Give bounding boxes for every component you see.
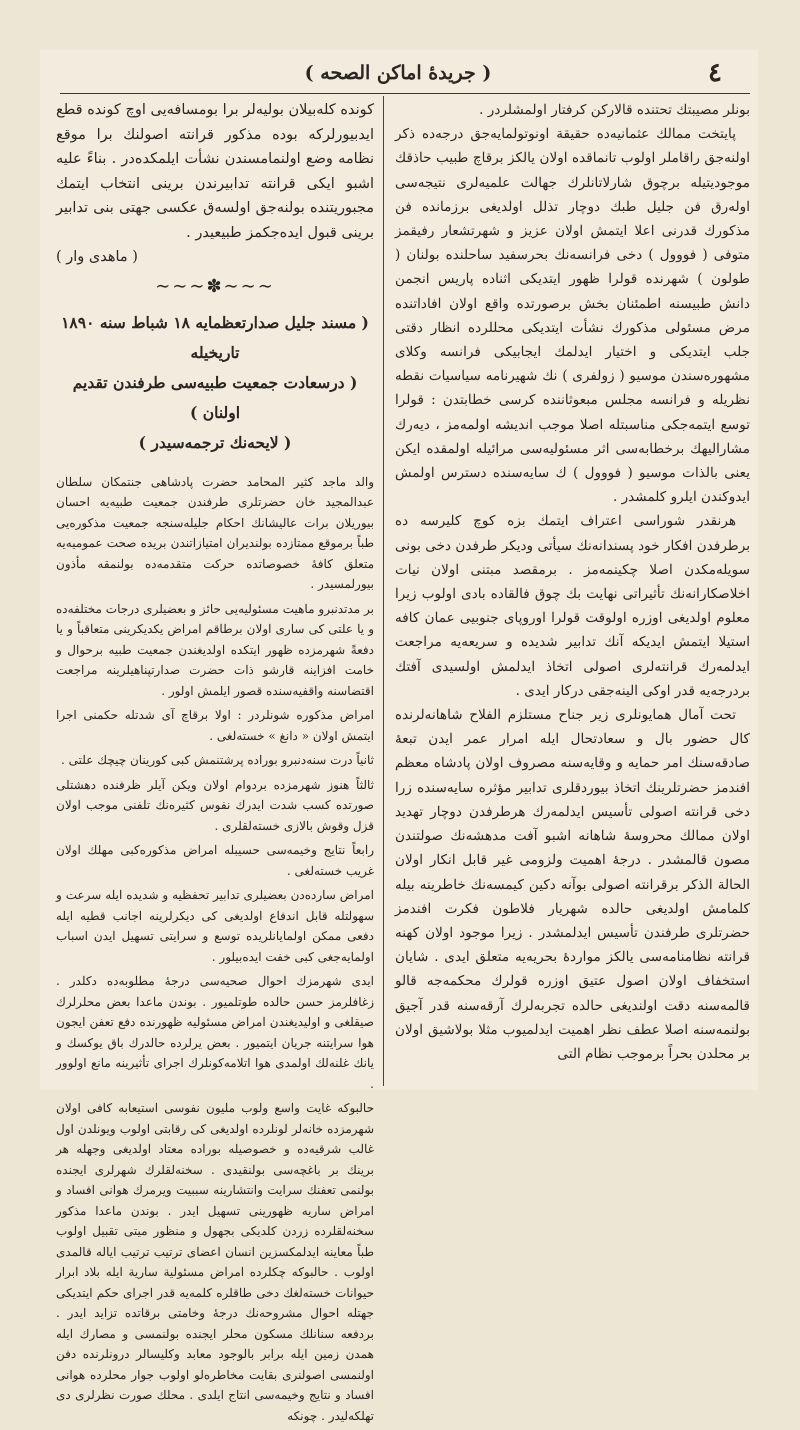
left-column — [56, 98, 374, 1430]
left-paragraph: امراض مذكوره شونلردر : اولا برقاچ آى شدتله حكمنى اجرا ايتمش اولان « دانغ » خسته‌لغى . — [56, 708, 374, 743]
right-column-paragraph-2: پايتخت ممالك عثمانيه‌ده حقيقة اونوتولمايه‌جق درجه‌ده ذكر اولنه‌جق راقاملر اولوب تانماقده اولان يالكز برقاچ طبيب حاذقك موجوديتيله برچوق شارلاتانلرك جهالت علميه‌لرى نتيجه‌سى اوله‌رق فن جليل طبك دوچار تذلل اولديغى برزمانده فن مذكورك قدرنى اعلا ايتمش اولان عزيز و شهرتشعار رفيقمز متوفى ( فووول ) دخى فرانسه‌نك بحرسفيد ساحلنده بولنان ( طولون ) شهرنده قولرا ظهور ايتديكى اثناده پاريس انجمن دانش طبيسنه اطمئنان بخش برصورتده واقع اولان افاداتنده مرض مسئولى مذكورك نشأت ايتديكى محللرده انظار دقتى جلب ايتديكى و اختيار ايدلمك ايجابيكى فرانسه وكلاى مشهوره‌سندن موسيو ( زولفرى ) نك شهيرنامه سياسيات نقطه نظريله و فرانسه مجلس مبعوثاننده كرسى خطابتدن : قولرا توسع ايتمه‌جكى مناسبتله اصلا موجب انديشه اولمه‌مز ، ديه‌رك مشاراليهك برخطابه‌سى اثر مسئوليه‌سى مرا‌ئيله اولمقده ايكن يعنى بالذات موسيو ( فووول ) ك سايه‌سنده دسترس اولمش ايدوكندن ايلرو كلمشدر . — [395, 126, 750, 506]
running-title: ( جريدهٔ اماكن الصحه ) — [304, 62, 492, 84]
right-column-last-paragraph: تحت آمال همايونلرى زير جناح مستلزم الفلاح شاهانه‌لرنده كال حضور بال و سعادتحال ايله امرار عمر ايدن تبعهٔ صادقه‌سنك امر حمايه و وقايه‌سنه مصروف اولان پادشاه معظم افندمز حضرتلرينك اتخاذ بيوردقلرى تدابير مؤثره سايه‌سنده زرا دخى قرانته اصولى تأسيس ايدلمه‌رك هرطرفدن دوچار تهديد اولان ممالك محروسهٔ شاهانه اشبو آفت مدهشه‌نك صولتندن مصون قالمشدر . درجهٔ اهميت ولزومى غير قابل انكار اولان الحالة الذكر برقرانته اصولى بوآنه دكين كيمسه‌نك خاطرينه بيله كلمامش اولديغى حالده شهريار فلاطون فكرت افندمز حضرتلرى طرفندن تأسيس ايدلمشدر . زيرا موجود اولان كهنه قرانته نظامنامه‌سى يالكز مواردهٔ بحريه‌يه متعلق ايدى . شايان استخفاف اولان اصول عتيق اوزره قولرك محكمه‌جه قالو قالمه‌سنه دقت اولنديغى حالده تجربه‌لرك آرقه‌سنه قدر آجيق بولنمه‌سنه اصلا عطف نظر اهميت ايدلميوب مثلا بولاشيق اولان بر محلدن بحراً برموجب نظام التى — [395, 707, 750, 1062]
notice-title-block — [56, 308, 374, 458]
ornament-divider: ∽∽∽✽∽∽∽ — [155, 275, 275, 297]
right-column-middle-paragraph: هرنقدر شوراسى اعتراف ايتمك بزه كوچ كليرسه ده برطرفدن افكار خود پسندانه‌نك سيأتى وديكر طرفدن دخى بونى سويله‌مكدن اصلا چكينمه‌مز . برمقصد مبتنى اولان نيات اخلاصكارانه‌نك تأثيراتى نهايت بك چوق فالقاده بادى اولوب زيرا معلوم اولديغى اوزره اولوقت قولرا اوروپاى جنوبيى عمان كافه استيلا ايتمش ايديكه آنك تدابير شديده و سريعه‌يه مراجعت ايدلمه‌رك قرانته‌لرى اصولى اتخاذ ايدلمش اولسيدى آفتك بردرجه‌يه قدر اوكى الينه‌جقى دركار ايدى . — [395, 513, 750, 699]
left-paragraph: ثالثاً هنوز شهرمزده بردوام اولان ويكن آيلر ظرفنده دهشتلى صورتده كسب شدت ايدرك نفوس كثيره‌نك تلفنى موجب اولان قزل وقوش بالازى خسته‌لقلرى . — [56, 777, 374, 833]
left-paragraph: ثانياً درت سنه‌دنبرو بوراده پرشتنمش كبى كورينان چيچك علتى . — [61, 753, 374, 767]
left-paragraph: حالبوكه غايت واسع ولوب مليون نفوسى استيعابه كافى اولان شهرمزده خانه‌لر لونلرده اولديغى كى رقابتى اولوب ويونلدن اول غالب شرقيه‌ده و خصوصيله بوراده معتاد اولديغى وجهله هر برينك بر باغچه‌سى بولنقيدى . سخنه‌لقلرك شهرلرى ايجنده بولنمى تعفنك سرايت وانتشارينه سببيت ويرمرك هوانى افساد و امراض ساريه ظهورينى تسهيل ايدر . بوندن ماعدا مذكور سخنه‌لقلرده زردن كلديكى بجهول و منظور ميتى تقبيل اولوب طباً معاينه ايدلمكسزين انسان اعضاى ترتيب ترتيب اياله قالمدى اولوب . حالبوكه چكلرده امراض مسئولية سارية ايله بلاد ابرار حيوانات خسته‌لغك دخى طاقلره كلمه‌يه قدر اجراى حكم ايتديكى جهتله احوال مشروحه‌نك درجهٔ وخامتى برقاتده تزايد ايدر . بردفعه سنانلك مسكون محلر ايجنده بولنمسى و مصارك ايله همدن زمين ايله برابر بالوجود معابد وكليسالر درونلرنده دفن اولنمسى اصولنرى بقايت مخاطره‌لو اولوب جوار محلرده هوانى افساد و نتايج وخيمه‌سى انتاج ايلدى . محلك صورت نظرلرى دى تهلكه‌ليدر . چونكه — [56, 1101, 374, 1423]
continued-signature: ( ماهدى وار ) — [56, 249, 138, 265]
right-column-paragraph-1: بونلر مصيبتك تحتنده قالاركن كرفتار اولمشلردر . — [479, 102, 750, 118]
left-paragraph: امراض سارده‌دن بعضيلرى تدابير تحفظيه و شديده ايله سرعت و سهولتله قابل اندفاع اولديغى كى ديكرلرينه اجانب قطيه ايله دفعى ممكن اولمايانلريده توسع و سرايتى تسهيل ايدن اسباب اولمايه‌جغى كبى خفت ايده‌بيلور . — [56, 888, 374, 964]
left-paragraph: والد ماجد كثير المحامد حضرت پادشاهى جنتمكان سلطان عبدالمجيد خان حضرتلرى طرفندن جمعيت طبيه‌يه احسان بيوريلان برات عاليشانك احكام جليله‌سنجه جمعيت مذكوره‌يى طباً برموقع ممتازده بولنديران امتيازاتندن بريده صحت عموميه‌يه متعلق كافهٔ خصوصاتده حركت متقدمه‌ده بولنمقه مأذون بيورلمسيدر . — [56, 474, 375, 591]
left-upper-block — [56, 98, 374, 270]
column-divider — [383, 96, 384, 1086]
right-column — [395, 98, 750, 1066]
header-rule — [60, 93, 750, 94]
page-number: ٤ — [708, 58, 722, 88]
left-paragraph: ايدى شهرمزك احوال صحيه‌سى درجهٔ مطلوبه‌ده دكلدر . زغافلرمز حسن حالده طوتلميور . بوندن ماعدا بعض محلرلرك صيقلغى و اوليديغندن امراض مسئوليه ظهورنده دفع تعفن ايجون هوا سرايتنه جريان ايتميور . بعض يرلرده حالدرك باق يوكسك و يانك غلنه‌لك اولمدى هوا اتلامه‌كونلرك اجراى تأثيرينه مانع اولوور . — [56, 974, 374, 1091]
page-header — [40, 58, 756, 92]
notice-title-line-1: ( مسند جليل صدارتعظمايه ١٨ شباط سنه ١٨٩٠ تاريخيله — [61, 312, 369, 362]
left-lower-block — [56, 472, 374, 1427]
notice-title-line-2: ( درسعادت جمعيت طبيه‌سى طرفندن تقديم اولنان ) — [72, 372, 358, 422]
left-paragraph: بر مدتدنبرو ماهيت مسئوليه‌يى حائز و بعضيلرى درجات مختلفه‌ده و يا علتى كى سارى اولان برطاقم امراض يكديكرينى متعاقباً و يا دفعةً شهرمزده ظهور ايتكده اولديغندن جمعيت طبيه برحوال و خامت افزاينه قارشو ذات حضرت صدارتپناهيلرينه مراجعت اقتضاسنه واقفيه‌سنده قصور ايلمش اولور . — [56, 601, 374, 698]
left-paragraph: رابعاً نتايج وخيمه‌سى حسيبله امراض مذكوره‌كبى مهلك اولان غريب خسته‌لغى . — [56, 843, 374, 878]
notice-title-line-3: ( لايحه‌نك ترجمه‌سيدر ) — [138, 432, 292, 452]
left-upper-text: كونده كله‌بيلان بوليه‌لر برا بومسافه‌يى اوچ كونده قطع ايدبيورلركه بوده مذكور قرانته اصولنك برا موقع نظامه وضع اولنمامسندن نشأت ايلمكده‌در . بناءً عليه اشبو ايكى قرانته تدابيرندن برينى انتخاب ايتمك مجبوريتنده بولنه‌جق اولسه‌ق عكسى جهتى بنى تدابير برينى قبول ايده‌جكمز طبيعيدر . — [56, 102, 374, 241]
